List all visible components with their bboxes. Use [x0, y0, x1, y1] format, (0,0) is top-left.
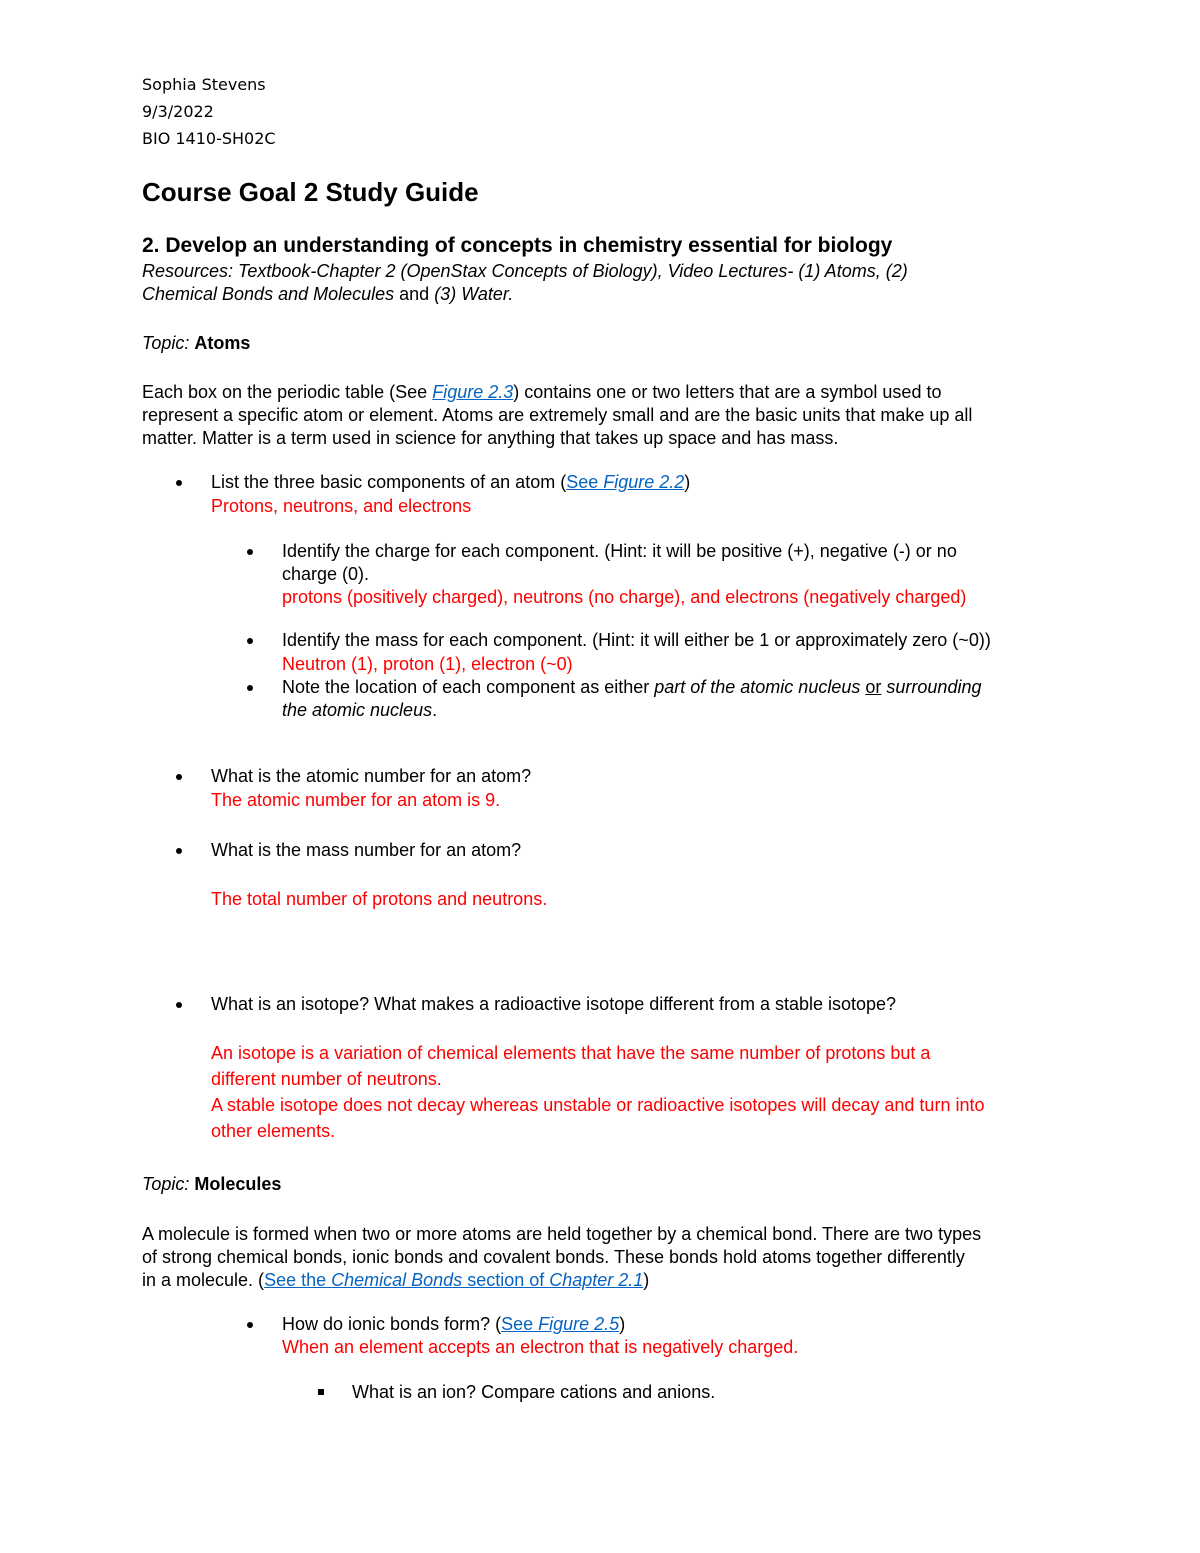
text: ) — [643, 1270, 650, 1290]
question-location-line-2 — [282, 700, 437, 721]
bullet-icon — [176, 1002, 182, 1008]
topic-label: Topic: — [142, 1174, 195, 1194]
text: Chemical Bonds — [331, 1270, 463, 1290]
text: Figure 2.5 — [538, 1314, 620, 1334]
text: Figure 2.2 — [603, 472, 685, 492]
student-name: Sophia Stevens — [142, 75, 266, 94]
bullet-icon — [176, 480, 182, 486]
figure-2-3-link[interactable]: Figure 2.3 — [432, 382, 514, 402]
course-code: BIO 1410-SH02C — [142, 129, 276, 148]
question-charge-line-2: charge (0). — [282, 564, 370, 584]
question-isotope: What is an isotope? What makes a radioactive isotope different from a stable isotope? — [211, 994, 897, 1014]
bullet-icon — [176, 774, 182, 780]
square-bullet-icon — [318, 1389, 324, 1395]
text: Each box on the periodic table (See — [142, 382, 433, 402]
chemical-bonds-section-link[interactable] — [264, 1270, 643, 1290]
topic-name: Molecules — [194, 1174, 282, 1194]
question-atomic-number: What is the atomic number for an atom? — [211, 766, 532, 786]
text: ) contains one or two letters that are a symbol used to — [513, 382, 942, 402]
resources-and: and — [394, 284, 435, 304]
answer-mass: Neutron (1), proton (1), electron (~0) — [282, 654, 573, 674]
text: section of — [462, 1270, 550, 1290]
see-figure-2-5-link[interactable] — [501, 1314, 619, 1334]
answer-ionic-bonds: When an element accepts an electron that is negatively charged. — [282, 1337, 799, 1357]
atoms-para-line-3: matter. Matter is a term used in science for anything that takes up space and has mass. — [142, 428, 839, 448]
answer-components: Protons, neutrons, and electrons — [211, 496, 472, 516]
bullet-icon — [247, 1322, 253, 1328]
text: ) — [684, 472, 691, 492]
page-title: Course Goal 2 Study Guide — [142, 177, 479, 207]
molecules-para-line-3 — [142, 1270, 649, 1291]
topic-label: Topic: — [142, 333, 195, 353]
question-location-line-1 — [282, 677, 981, 698]
topic-atoms-heading — [142, 333, 250, 354]
question-charge-line-1: Identify the charge for each component. (Hint: it will be positive (+), negative (-) or no — [282, 541, 957, 561]
resources-water: (3) Water. — [434, 284, 514, 304]
answer-isotope-line-2: different number of neutrons. — [211, 1069, 442, 1089]
question-ion: What is an ion? Compare cations and anions. — [352, 1382, 716, 1402]
question-ionic-bonds — [282, 1314, 625, 1335]
text: or — [865, 677, 882, 697]
answer-charge: protons (positively charged), neutrons (no charge), and electrons (negatively charged) — [282, 587, 967, 607]
resources-chemical-bonds: Chemical Bonds and Molecules — [142, 284, 395, 304]
text: See the — [264, 1270, 332, 1290]
see-figure-2-2-link[interactable] — [566, 472, 684, 492]
bullet-icon — [176, 848, 182, 854]
answer-mass-number: The total number of protons and neutrons. — [211, 889, 548, 909]
bullet-icon — [247, 638, 253, 644]
answer-isotope-line-4: other elements. — [211, 1121, 336, 1141]
answer-atomic-number: The atomic number for an atom is 9. — [211, 790, 501, 810]
goal-heading: 2. Develop an understanding of concepts in chemistry essential for biology — [142, 234, 893, 257]
text: ) — [619, 1314, 626, 1334]
document-date: 9/3/2022 — [142, 102, 214, 121]
text: List the three basic components of an atom ( — [211, 472, 567, 492]
bullet-icon — [247, 685, 253, 691]
resources-line-2 — [142, 284, 513, 305]
answer-isotope-line-3: A stable isotope does not decay whereas unstable or radioactive isotopes will decay and turn into — [211, 1095, 985, 1115]
answer-isotope-line-1: An isotope is a variation of chemical elements that have the same number of protons but a — [211, 1043, 931, 1063]
text: Chapter 2.1 — [549, 1270, 644, 1290]
resources-line-1: Resources: Textbook-Chapter 2 (OpenStax Concepts of Biology), Video Lectures- (1) Atoms, (2) — [142, 261, 908, 281]
atoms-para-line-2: represent a specific atom or element. Atoms are extremely small and are the basic units that make up all — [142, 405, 973, 425]
text: See — [566, 472, 604, 492]
topic-name: Atoms — [194, 333, 251, 353]
text: the atomic nucleus — [282, 700, 433, 720]
question-mass: Identify the mass for each component. (Hint: it will either be 1 or approximately zero (~0)) — [282, 630, 991, 650]
molecules-para-line-1: A molecule is formed when two or more atoms are held together by a chemical bond. There are two types — [142, 1224, 982, 1244]
text: in a molecule. ( — [142, 1270, 265, 1290]
topic-molecules-heading — [142, 1174, 281, 1195]
bullet-icon — [247, 549, 253, 555]
question-mass-number: What is the mass number for an atom? — [211, 840, 522, 860]
question-components — [211, 472, 690, 493]
text: See — [501, 1314, 539, 1334]
text: surrounding — [886, 677, 982, 697]
text: Note the location of each component as either — [282, 677, 655, 697]
text: . — [432, 700, 438, 720]
text: part of the atomic nucleus — [654, 677, 861, 697]
text: How do ionic bonds form? ( — [282, 1314, 502, 1334]
molecules-para-line-2: of strong chemical bonds, ionic bonds and covalent bonds. These bonds hold atoms together differently — [142, 1247, 965, 1267]
atoms-para-line-1 — [142, 382, 941, 403]
